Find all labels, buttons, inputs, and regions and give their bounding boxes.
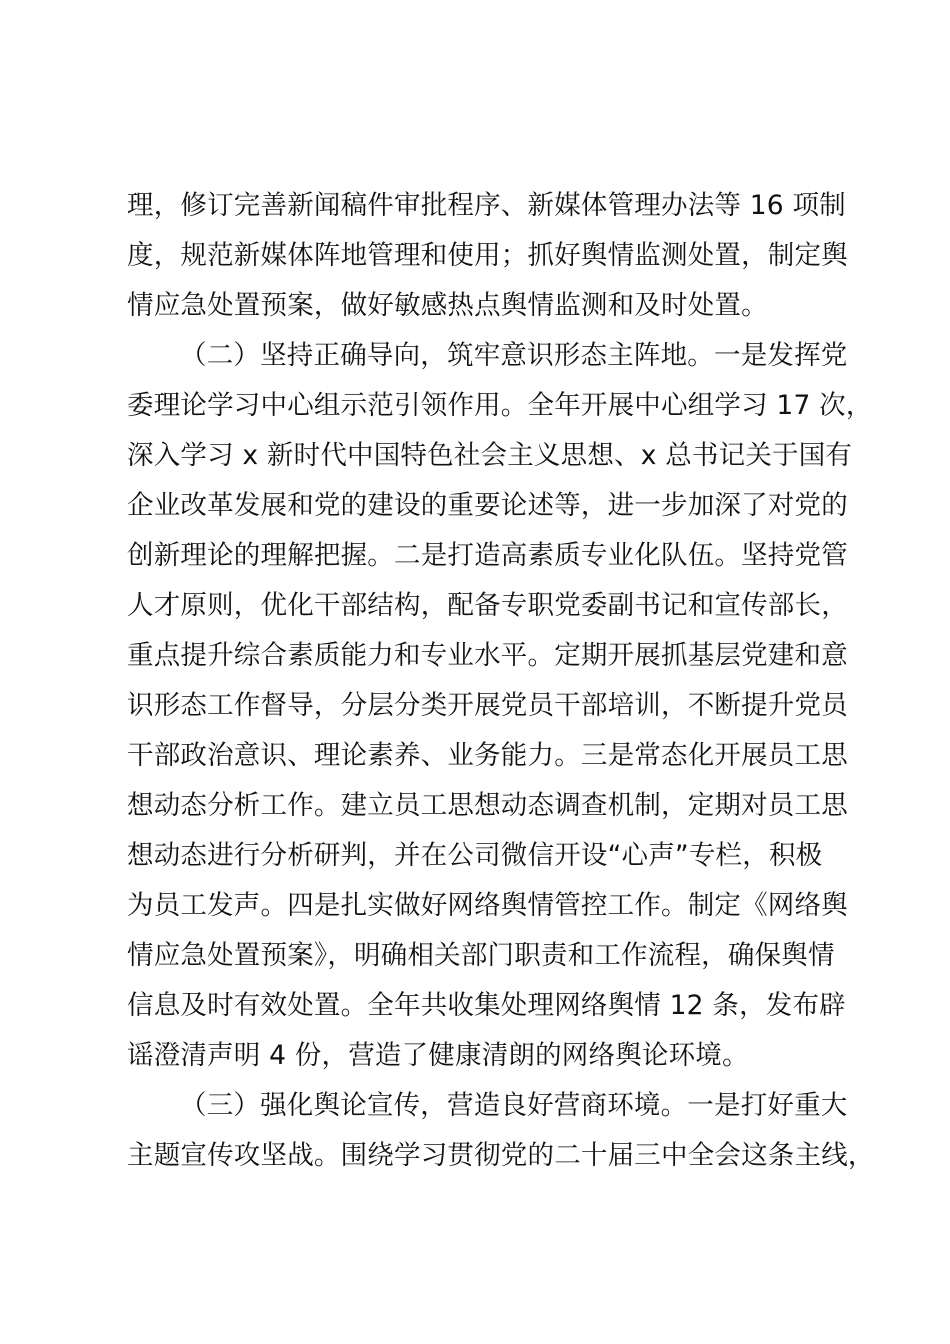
paragraph-line: 深入学习 x 新时代中国特色社会主义思想、x 总书记关于国有 — [127, 440, 853, 471]
paragraph-line: 情应急处置预案，做好敏感热点舆情监测和及时处置。 — [127, 290, 768, 321]
paragraph-line: 重点提升综合素质能力和专业水平。定期开展抓基层党建和意 — [127, 640, 848, 671]
paragraph-line: 人才原则，优化干部结构，配备专职党委副书记和宣传部长， — [127, 590, 848, 621]
paragraph-line: 情应急处置预案》，明确相关部门职责和工作流程，确保舆情 — [127, 940, 835, 971]
paragraph-line: 谣澄清声明 4 份，营造了健康清朗的网络舆论环境。 — [127, 1040, 749, 1071]
paragraph-line: 想动态分析工作。建立员工思想动态调查机制，定期对员工思 — [127, 790, 848, 821]
paragraph-line: 为员工发声。四是扎实做好网络舆情管控工作。制定《网络舆 — [127, 890, 848, 921]
section-heading-line: （二）坚持正确导向，筑牢意识形态主阵地。一是发挥党 — [180, 340, 848, 371]
paragraph-line: 信息及时有效处置。全年共收集处理网络舆情 12 条，发布辟 — [127, 990, 846, 1021]
paragraph-line: 创新理论的理解把握。二是打造高素质专业化队伍。坚持党管 — [127, 540, 848, 571]
section-heading-line: （三）强化舆论宣传，营造良好营商环境。一是打好重大 — [180, 1090, 848, 1121]
paragraph-line: 干部政治意识、理论素养、业务能力。三是常态化开展员工思 — [127, 740, 848, 771]
paragraph-line: 想动态进行分析研判，并在公司微信开设“心声”专栏，积极 — [127, 840, 823, 871]
paragraph-line: 识形态工作督导，分层分类开展党员干部培训，不断提升党员 — [127, 690, 848, 721]
paragraph-line: 度，规范新媒体阵地管理和使用；抓好舆情监测处置，制定舆 — [127, 240, 848, 271]
paragraph-line: 主题宣传攻坚战。围绕学习贯彻党的二十届三中全会这条主线， — [127, 1140, 875, 1171]
paragraph-line: 企业改革发展和党的建设的重要论述等，进一步加深了对党的 — [127, 490, 848, 521]
paragraph-line: 理，修订完善新闻稿件审批程序、新媒体管理办法等 16 项制 — [127, 190, 846, 221]
paragraph-line: 委理论学习中心组示范引领作用。全年开展中心组学习 17 次， — [127, 390, 873, 421]
